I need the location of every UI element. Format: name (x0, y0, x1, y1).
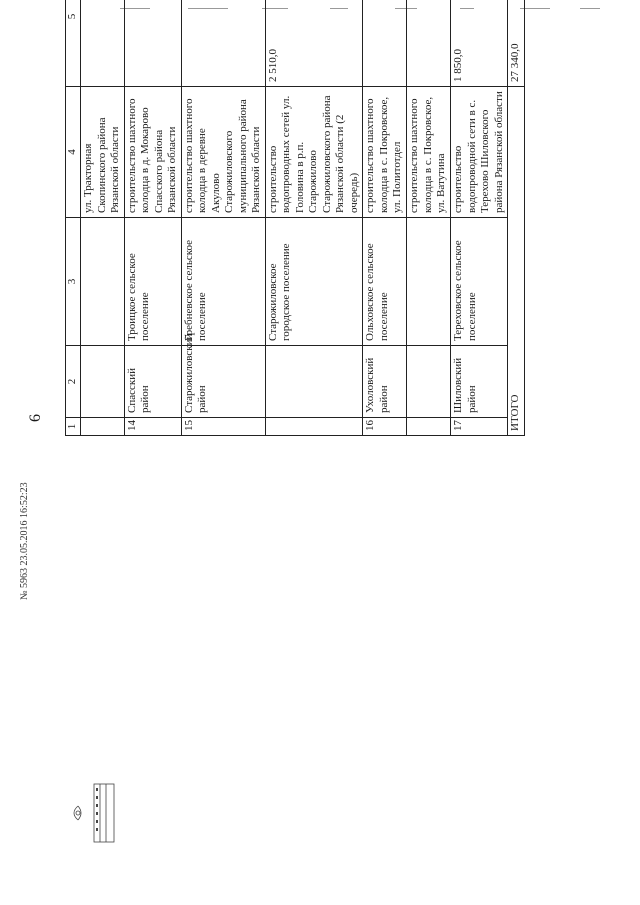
value-col5 (407, 0, 451, 87)
object-cell: строительство водопроводной сети в с. Терехово Шиловского района Рязанской области (451, 87, 508, 218)
header-cell: 3 (66, 218, 81, 346)
table-row (124, 0, 181, 436)
district-cell: Старожиловский район (181, 346, 265, 418)
registry-stamp-icon (64, 778, 122, 848)
table-row (81, 0, 125, 436)
value-col5: 1 850,0 (451, 0, 508, 87)
object-cell: строительство шахтного колодца в д. Мокарово Спасского района Рязанской области (124, 87, 181, 218)
table-row (363, 0, 407, 436)
table-row (265, 0, 363, 436)
settlement-cell: Старожиловское городское поселение (265, 218, 363, 346)
object-cell: строительство водопроводных сетей ул. Головина в р.п. Старожилово Старожиловского района Рязанской области (2 очередь) (265, 87, 363, 218)
row-number (81, 418, 125, 436)
header-cell: 1 (66, 418, 81, 436)
total-col5: 27 340,0 (508, 0, 525, 87)
settlement-cell: Тереховское сельское поселение (451, 218, 508, 346)
funding-table (65, 0, 525, 436)
district-cell: Шиловский район (451, 346, 508, 418)
settlement-cell: Ольховское сельское поселение (363, 218, 407, 346)
settlement-cell: Гребневское сельское поселение (181, 218, 265, 346)
object-cell: строительство шахтного колодца в с. Покровское, ул. Ватутина (407, 87, 451, 218)
district-cell: Ухоловский район (363, 346, 407, 418)
rotated-table-wrapper (65, 0, 521, 436)
table-row (451, 0, 508, 436)
value-col5 (124, 0, 181, 87)
row-number: 17 (451, 418, 508, 436)
registration-stamp-text (18, 370, 32, 600)
row-number: 14 (124, 418, 181, 436)
row-number: 15 (181, 418, 265, 436)
object-cell: строительство шахтного колодца в с. Покровское, ул. Политотдел (363, 87, 407, 218)
settlement-cell: Троицкое сельское поселение (124, 218, 181, 346)
row-number: 16 (363, 418, 407, 436)
value-col5 (363, 0, 407, 87)
page-number: 6 (27, 414, 44, 422)
district-cell (81, 346, 125, 418)
district-cell (407, 346, 451, 418)
value-col5 (181, 0, 265, 87)
total-row (508, 0, 525, 436)
object-cell: строительство шахтного колодца в деревне Акулово Старожиловского муниципального района Рязанской области (181, 87, 265, 218)
header-cell: 2 (66, 346, 81, 418)
row-number (265, 418, 363, 436)
registration-number: № 5963 23.05.2016 16:52:23 (19, 482, 30, 600)
district-cell (265, 346, 363, 418)
settlement-cell (407, 218, 451, 346)
header-cell: 5 (66, 0, 81, 87)
total-label: ИТОГО (508, 87, 525, 436)
settlement-cell (81, 218, 125, 346)
table-header-row (66, 0, 81, 436)
value-col5 (81, 0, 125, 87)
header-cell: 4 (66, 87, 81, 218)
value-col5: 2 510,0 (265, 0, 363, 87)
district-cell: Спасский район (124, 346, 181, 418)
table-row (181, 0, 265, 436)
table-row (407, 0, 451, 436)
row-number (407, 418, 451, 436)
object-cell: ул. Тракторная Скопинского района Рязанской области (81, 87, 125, 218)
